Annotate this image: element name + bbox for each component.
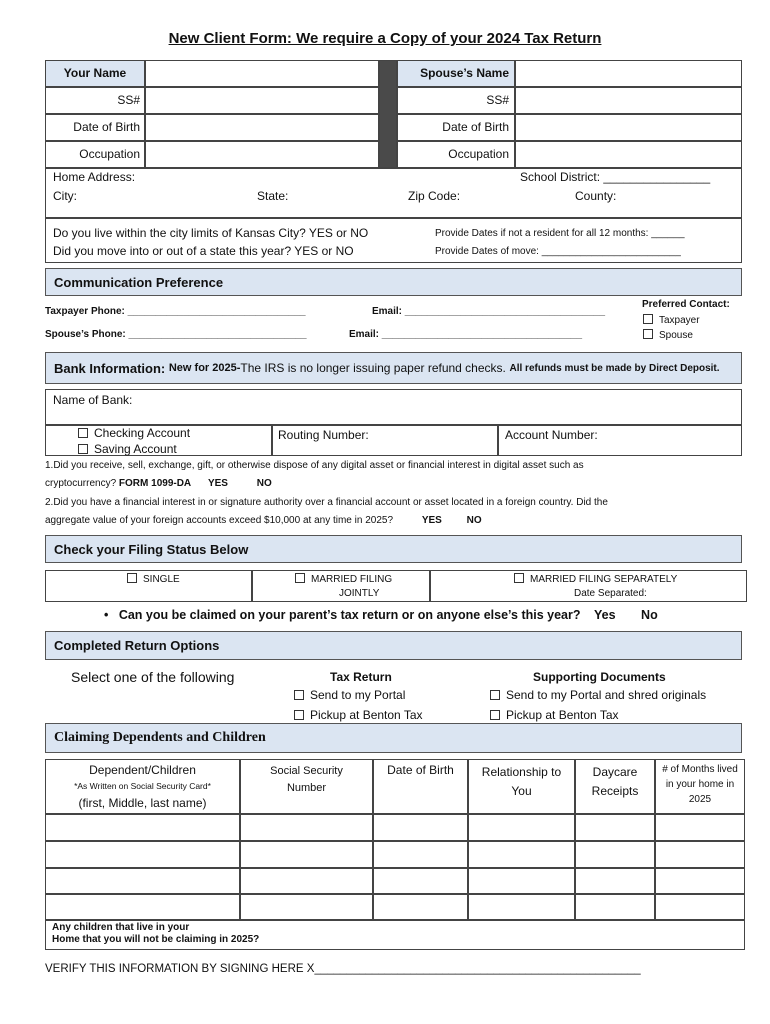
col-relationship: Relationship to You: [481, 765, 562, 798]
page-title: New Client Form: We require a Copy of your 2024 Tax Return: [168, 30, 602, 47]
col-months: # of Months lived in your home in 2025: [662, 764, 738, 805]
checkbox-icon[interactable]: [294, 690, 304, 700]
school-district-label: School District: ________________: [520, 170, 711, 184]
your-name-field[interactable]: [145, 60, 379, 87]
select-one-label: Select one of the following: [71, 669, 235, 685]
bank-name-label: Name of Bank:: [53, 393, 133, 407]
single-option[interactable]: SINGLE: [127, 573, 180, 585]
checkbox-icon[interactable]: [294, 710, 304, 720]
spouse-name-field[interactable]: [515, 60, 742, 87]
non-claimed-note-2: Home that you will not be claiming in 2025?: [52, 934, 260, 945]
routing-number-label: Routing Number:: [278, 428, 369, 442]
your-dob-label: Date of Birth: [73, 120, 140, 134]
digital-asset-question: 1.Did you receive, sell, exchange, gift, or otherwise dispose of any digital asset or financial interest in digital asset such as: [45, 460, 584, 471]
preferred-contact-label: Preferred Contact:: [642, 299, 730, 310]
spouse-dob-field[interactable]: [515, 114, 742, 141]
preferred-spouse-option[interactable]: Spouse: [643, 329, 693, 341]
your-name-label: Your Name: [63, 66, 127, 80]
non-claimed-note-1: Any children that live in your: [52, 922, 190, 933]
spouse-dob-label: Date of Birth: [442, 120, 509, 134]
checkbox-icon[interactable]: [78, 444, 88, 454]
claimed-no[interactable]: No: [641, 608, 658, 622]
supporting-portal-option[interactable]: Send to my Portal and shred originals: [490, 688, 706, 702]
bullet: •: [104, 608, 109, 622]
supporting-docs-heading: Supporting Documents: [533, 670, 666, 684]
checkbox-icon[interactable]: [490, 710, 500, 720]
move-state-question: Did you move into or out of a state this year? YES or NO: [53, 244, 354, 258]
spouse-ssn-field[interactable]: [515, 87, 742, 114]
foreign-account-yes[interactable]: YES: [421, 515, 442, 526]
filing-status-header: Check your Filing Status Below: [45, 535, 742, 563]
communication-header: Communication Preference: [45, 268, 742, 296]
spouse-email[interactable]: Email: ____________________________________: [349, 329, 583, 340]
claimed-question: • Can you be claimed on your parent’s tax return or on anyone else’s this year? Yes No: [104, 608, 658, 622]
tax-return-heading: Tax Return: [330, 670, 392, 684]
digital-asset-yes[interactable]: YES: [207, 478, 228, 489]
digital-asset-question-cont: cryptocurrency? FORM 1099-DA YES NO: [45, 478, 272, 489]
saving-account-option[interactable]: Saving Account: [78, 442, 177, 456]
state-label: State:: [257, 189, 289, 203]
return-options-header: Completed Return Options: [45, 631, 742, 660]
checkbox-icon[interactable]: [490, 690, 500, 700]
foreign-account-question-cont: aggregate value of your foreign accounts exceed $10,000 at any time in 2025? YES NO: [45, 515, 482, 526]
tax-return-portal-option[interactable]: Send to my Portal: [294, 688, 405, 702]
col-ssn: Social Security Number: [270, 765, 343, 794]
checkbox-icon[interactable]: [514, 573, 524, 583]
foreign-account-no[interactable]: NO: [466, 515, 482, 526]
spouse-occupation-label: Occupation: [448, 147, 509, 161]
city-limits-question: Do you live within the city limits of Kansas City? YES or NO: [53, 226, 369, 240]
checkbox-icon[interactable]: [127, 573, 137, 583]
checkbox-icon[interactable]: [643, 329, 653, 339]
taxpayer-email[interactable]: Email: ____________________________________: [372, 306, 606, 317]
home-address-label: Home Address:: [53, 170, 136, 184]
non-resident-dates: Provide Dates if not a resident for all 12 months: ______: [435, 228, 685, 239]
preferred-taxpayer-option[interactable]: Taxpayer: [643, 314, 700, 326]
col-dependent-sub2: (first, Middle, last name): [78, 796, 207, 810]
spouse-occupation-field[interactable]: [515, 141, 742, 168]
zip-label: Zip Code:: [408, 189, 461, 203]
tax-return-pickup-option[interactable]: Pickup at Benton Tax: [294, 708, 423, 722]
account-number-label: Account Number:: [505, 428, 598, 442]
col-dob: Date of Birth: [387, 763, 454, 777]
date-separated-label: Date Separated:: [574, 588, 647, 599]
county-label: County:: [575, 189, 617, 203]
married-jointly-label-2: JOINTLY: [339, 588, 380, 599]
col-dependent: Dependent/Children: [89, 763, 196, 777]
your-ssn-field[interactable]: [145, 87, 379, 114]
col-dependent-sub: *As Written on Social Security Card*: [74, 781, 211, 791]
supporting-pickup-option[interactable]: Pickup at Benton Tax: [490, 708, 619, 722]
digital-asset-no[interactable]: NO: [256, 478, 272, 489]
married-jointly-option[interactable]: MARRIED FILING: [295, 573, 392, 585]
your-dob-field[interactable]: [145, 114, 379, 141]
your-ssn-label: SS#: [117, 93, 140, 107]
col-daycare: Daycare Receipts: [591, 765, 639, 798]
bank-header: Bank Information: New for 2025- The IRS is no longer issuing paper refund checks. All refunds must be made by Direct Deposit.: [45, 352, 742, 384]
your-occupation-field[interactable]: [145, 141, 379, 168]
checkbox-icon[interactable]: [295, 573, 305, 583]
signature-line[interactable]: VERIFY THIS INFORMATION BY SIGNING HERE X___________________________________________________: [45, 963, 641, 975]
foreign-account-question: 2.Did you have a financial interest in or signature authority over a financial account or asset located in a foreign country. Did the: [45, 497, 608, 508]
checkbox-icon[interactable]: [643, 314, 653, 324]
move-dates: Provide Dates of move: _________________________: [435, 246, 681, 257]
bank-name-field[interactable]: [45, 389, 742, 425]
city-label: City:: [53, 189, 77, 203]
dependents-header: Claiming Dependents and Children: [45, 723, 742, 753]
checkbox-icon[interactable]: [78, 428, 88, 438]
taxpayer-phone[interactable]: Taxpayer Phone: ________________________________: [45, 306, 306, 317]
your-occupation-label: Occupation: [79, 147, 140, 161]
spouse-ssn-label: SS#: [486, 93, 509, 107]
married-separately-option[interactable]: MARRIED FILING SEPARATELY: [514, 573, 677, 585]
checking-account-option[interactable]: Checking Account: [78, 426, 190, 440]
spouse-phone[interactable]: Spouse’s Phone: ________________________________: [45, 329, 307, 340]
spouse-name-label: Spouse’s Name: [420, 66, 509, 80]
claimed-yes[interactable]: Yes: [594, 608, 616, 622]
